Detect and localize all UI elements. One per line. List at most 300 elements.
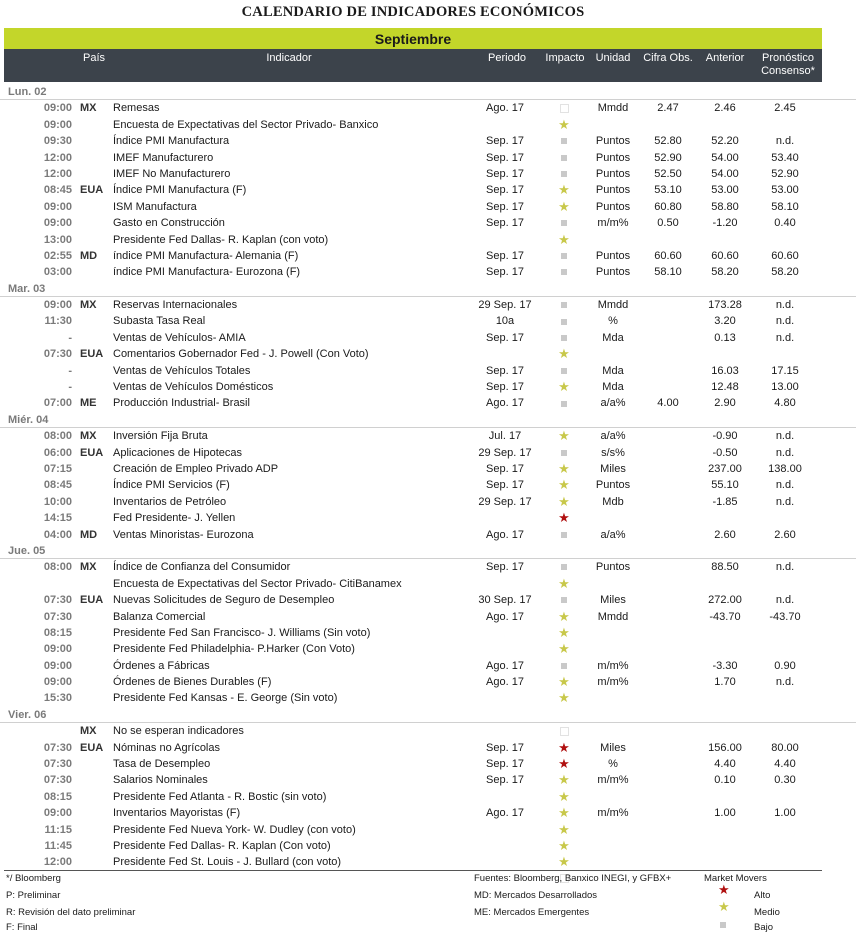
forecast-cell: 53.00 [771,184,799,197]
period-cell: 29 Sep. 17 [478,299,532,312]
previous-cell: 88.50 [711,561,739,574]
indicator-cell: IMEF No Manufacturero [113,167,231,180]
time-cell: 06:00 [43,446,72,459]
period-cell: Sep. 17 [486,331,524,344]
obs-cell: 0.50 [657,217,679,230]
time-cell: 09:00 [43,102,72,115]
table-row [0,609,856,625]
period-cell: Sep. 17 [486,184,524,197]
unit-cell: Mmdd [597,299,629,312]
previous-cell: 54.00 [711,151,739,164]
time-cell: 09:00 [43,807,72,820]
day-row [0,412,856,428]
impact-alto-star-icon: ★ [558,510,570,526]
period-cell: 29 Sep. 17 [478,446,532,459]
country-cell: EUA [80,348,104,361]
table-row [0,166,856,182]
indicator-cell: Ventas de Vehículos Domésticos [113,381,274,394]
indicator-cell: Índice PMI Manufactura (F) [113,184,247,197]
unit-cell: Puntos [595,167,631,180]
impact-bajo-square-icon [553,330,575,346]
indicator-cell: Gasto en Construcción [113,217,225,230]
table-row [0,297,856,313]
indicator-cell: Inversión Fija Bruta [113,430,208,443]
time-cell: - [68,364,72,377]
page-title: CALENDARIO DE INDICADORES ECONÓMICOS [241,4,585,20]
unit-cell: s/s% [601,446,625,459]
forecast-cell: n.d. [775,495,795,508]
forecast-cell: 13.00 [771,381,799,394]
forecast-cell: 53.40 [771,151,799,164]
time-cell: 08:45 [43,184,72,197]
country-cell: ME [80,397,97,410]
unit-cell: Miles [600,462,626,475]
country-cell: MD [80,249,98,262]
obs-cell: 4.00 [657,397,679,410]
unit-cell: m/m% [597,659,629,672]
forecast-cell: 17.15 [771,364,799,377]
period-cell: Ago. 17 [486,528,524,541]
forecast-cell: n.d. [775,561,795,574]
table-row [0,641,856,657]
legend-alto-label: Alto [754,890,771,901]
forecast-cell: 80.00 [771,741,799,754]
previous-cell: 173.28 [708,299,742,312]
forecast-cell: n.d. [775,331,795,344]
indicator-cell: Comentarios Gobernador Fed - J. Powell (Con Voto) [113,348,369,361]
time-cell: 12:00 [43,856,72,869]
time-cell: 09:00 [43,643,72,656]
indicator-cell: Índice PMI Servicios (F) [113,479,230,492]
previous-cell: 2.60 [714,528,736,541]
day-label: Miér. 04 [8,413,49,426]
previous-cell: 0.10 [714,774,736,787]
unit-cell: m/m% [597,676,629,689]
time-cell: 11:30 [44,315,72,328]
forecast-cell: n.d. [775,430,795,443]
previous-cell: 237.00 [708,462,742,475]
time-cell: 07:30 [43,741,72,754]
unit-cell: Puntos [595,200,631,213]
header-pronostico [756,52,820,78]
obs-cell: 52.90 [654,151,682,164]
obs-cell: 60.60 [654,249,682,262]
period-cell: Sep. 17 [486,249,524,262]
indicator-cell: Ventas de Vehículos Totales [113,364,251,377]
table-row [0,313,856,329]
time-cell: 07:15 [43,462,72,475]
unit-cell: Puntos [595,184,631,197]
obs-cell: 52.80 [654,135,682,148]
obs-cell: 52.50 [654,167,682,180]
table-row [0,756,856,772]
period-cell: 29 Sep. 17 [478,495,532,508]
indicator-cell: Nóminas no Agrícolas [113,741,220,754]
unit-cell: Puntos [595,151,631,164]
table-row [0,461,856,477]
previous-cell: 58.20 [711,266,739,279]
time-cell: 14:15 [43,512,72,525]
time-cell: 15:30 [43,692,72,705]
time-cell: 10:00 [43,495,72,508]
period-cell: Sep. 17 [486,774,524,787]
header-pronostico-line1: Pronóstico [762,52,814,64]
previous-cell: 55.10 [711,479,739,492]
table-row [0,854,856,870]
table-row [0,346,856,362]
country-cell: EUA [80,446,104,459]
unit-cell: Puntos [595,249,631,262]
impact-bajo-square-icon [553,133,575,149]
impact-medio-star-icon: ★ [558,854,570,870]
period-cell: Sep. 17 [486,266,524,279]
time-cell: 08:15 [43,626,72,639]
country-cell: MX [80,299,97,312]
header-cifra-obs: Cifra Obs. [643,52,693,64]
header-anterior: Anterior [705,52,745,64]
time-cell: 13:00 [43,233,72,246]
previous-cell: 4.40 [714,758,736,771]
indicator-cell: Encuesta de Expectativas del Sector Privado- Banxico [113,118,379,131]
impact-bajo-square-icon [553,445,575,461]
time-cell: 09:00 [43,676,72,689]
impact-bajo-square-icon [553,658,575,674]
period-cell: Sep. 17 [486,217,524,230]
period-cell: Sep. 17 [486,479,524,492]
unit-cell: a/a% [600,397,626,410]
unit-cell: Puntos [595,479,631,492]
forecast-cell: 58.10 [771,200,799,213]
unit-cell: Mmdd [597,102,629,115]
impact-medio-star-icon: ★ [558,772,570,788]
table-row [0,428,856,444]
forecast-cell: 0.30 [774,774,796,787]
forecast-cell: 0.90 [774,659,796,672]
header-periodo: Periodo [488,52,526,64]
impact-medio-star-icon: ★ [558,788,570,804]
indicator-cell: Inventarios de Petróleo [113,495,227,508]
indicator-cell: No se esperan indicadores [113,725,244,738]
indicator-cell: Creación de Empleo Privado ADP [113,462,279,475]
period-cell: Sep. 17 [486,135,524,148]
impact-medio-star-icon: ★ [558,116,570,132]
day-row [0,543,856,559]
impact-bajo-square-icon [553,363,575,379]
impact-bajo-square-icon [553,313,575,329]
impact-medio-star-icon: ★ [558,493,570,509]
previous-cell: 1.70 [714,676,736,689]
impact-alto-star-icon: ★ [558,739,570,755]
time-cell: 12:00 [43,167,72,180]
impact-alto-star-icon: ★ [558,756,570,772]
impact-medio-star-icon: ★ [558,837,570,853]
indicator-cell: Nuevas Solicitudes de Seguro de Desempleo [113,594,335,607]
header-unidad: Unidad [595,52,631,64]
country-cell: EUA [80,184,104,197]
indicator-table [0,84,856,887]
indicator-cell: Presidente Fed St. Louis - J. Bullard (con voto) [113,856,342,869]
obs-cell: 53.10 [654,184,682,197]
day-row [0,84,856,100]
forecast-cell: 138.00 [768,462,802,475]
indicator-cell: Presidente Fed Atlanta - R. Bostic (sin voto) [113,790,327,803]
obs-cell: 60.80 [654,200,682,213]
footer-final: F: Final [6,922,38,933]
legend-bajo-icon [720,920,726,931]
table-row [0,592,856,608]
period-cell: Jul. 17 [488,430,522,443]
time-cell: 09:00 [43,200,72,213]
unit-cell: m/m% [597,217,629,230]
impact-medio-star-icon: ★ [558,231,570,247]
table-row [0,674,856,690]
previous-cell: -0.50 [712,446,738,459]
legend-medio-icon: ★ [718,899,730,914]
unit-cell: Puntos [595,135,631,148]
table-row [0,625,856,641]
unit-cell: Mmdd [597,610,629,623]
period-cell: Ago. 17 [486,676,524,689]
time-cell: 02:55 [43,249,72,262]
previous-cell: 2.46 [714,102,736,115]
time-cell: 09:30 [43,135,72,148]
table-row [0,658,856,674]
table-row [0,789,856,805]
impact-medio-star-icon: ★ [558,379,570,395]
indicator-cell: Aplicaciones de Hipotecas [113,446,243,459]
indicator-cell: Ventas de Vehículos- AMIA [113,331,246,344]
period-cell: Sep. 17 [486,462,524,475]
period-cell: Ago. 17 [486,610,524,623]
period-cell: Sep. 17 [486,758,524,771]
time-cell: 07:00 [43,397,72,410]
indicator-cell: índice PMI Manufactura- Alemania (F) [113,249,299,262]
previous-cell: 52.20 [711,135,739,148]
previous-cell: -43.70 [709,610,741,623]
table-row [0,215,856,231]
impact-medio-star-icon: ★ [558,624,570,640]
table-row [0,445,856,461]
impact-bajo-square-icon [553,297,575,313]
header-pais: País [82,52,105,64]
indicator-cell: Órdenes de Bienes Durables (F) [113,676,272,689]
time-cell: 12:00 [43,151,72,164]
forecast-cell: 2.60 [774,528,796,541]
table-row [0,363,856,379]
impact-medio-star-icon: ★ [558,674,570,690]
period-cell: Sep. 17 [486,364,524,377]
time-cell: 07:30 [43,758,72,771]
time-cell: 07:30 [43,610,72,623]
previous-cell: 3.20 [714,315,736,328]
period-cell: Ago. 17 [486,397,524,410]
period-cell: 30 Sep. 17 [478,594,532,607]
header-impacto: Impacto [545,52,585,64]
unit-cell: Mda [602,381,624,394]
indicator-cell: Reservas Internacionales [113,299,238,312]
indicator-cell: Tasa de Desempleo [113,758,211,771]
footer-bloomberg: */ Bloomberg [6,873,61,884]
unit-cell: Miles [600,594,626,607]
month-banner: Septiembre [4,28,822,49]
impact-bajo-square-icon [553,264,575,280]
legend-alto-icon: ★ [718,882,730,897]
previous-cell: 16.03 [711,364,739,377]
previous-cell: 156.00 [708,741,742,754]
impact-medio-star-icon: ★ [558,477,570,493]
impact-medio-star-icon: ★ [558,182,570,198]
forecast-cell: n.d. [775,315,795,328]
table-row [0,395,856,411]
unit-cell: Mdb [602,495,624,508]
previous-cell: 60.60 [711,249,739,262]
impact-empty-box-icon [553,723,575,739]
forecast-cell: 58.20 [771,266,799,279]
impact-bajo-square-icon [553,395,575,411]
previous-cell: 0.13 [714,331,736,344]
previous-cell: 58.80 [711,200,739,213]
impact-bajo-square-icon [553,248,575,264]
footer-me: ME: Mercados Emergentes [474,907,590,918]
forecast-cell: 60.60 [771,249,799,262]
previous-cell: 54.00 [711,167,739,180]
footer-preliminar: P: Preliminar [6,890,61,901]
indicator-cell: Presidente Fed Nueva York- W. Dudley (con voto) [113,823,356,836]
impact-medio-star-icon: ★ [558,608,570,624]
period-cell: Sep. 17 [486,167,524,180]
time-cell: 08:15 [43,790,72,803]
forecast-cell: n.d. [775,135,795,148]
day-label: Lun. 02 [8,86,47,98]
day-row [0,281,856,297]
table-row [0,100,856,116]
indicator-cell: Balanza Comercial [113,610,206,623]
previous-cell: 272.00 [708,594,742,607]
forecast-cell: n.d. [775,299,795,312]
indicator-cell: Presidente Fed Kansas - E. George (Sin voto) [113,692,338,705]
period-cell: Ago. 17 [486,102,524,115]
table-row [0,264,856,280]
forecast-cell: 0.40 [774,217,796,230]
indicator-cell: Salarios Nominales [113,774,208,787]
impact-bajo-square-icon [553,592,575,608]
table-row [0,838,856,854]
day-row [0,707,856,723]
time-cell: 09:00 [43,217,72,230]
time-cell: - [68,381,72,394]
footer-divider [4,870,822,871]
impact-bajo-square-icon [553,166,575,182]
table-row [0,772,856,788]
table-row [0,494,856,510]
time-cell: 07:30 [43,348,72,361]
indicator-cell: Remesas [113,102,160,115]
country-cell: EUA [80,741,104,754]
period-cell: Sep. 17 [486,561,524,574]
indicator-cell: Índice de Confianza del Consumidor [113,561,291,574]
indicator-cell: Ventas Minoristas- Eurozona [113,528,254,541]
impact-medio-star-icon: ★ [558,805,570,821]
impact-medio-star-icon: ★ [558,346,570,362]
indicator-cell: Presidente Fed San Francisco- J. Williams (Sin voto) [113,626,371,639]
impact-empty-box-icon [553,100,575,116]
period-cell: Ago. 17 [486,807,524,820]
day-label: Mar. 03 [8,282,46,295]
country-cell: MX [80,430,97,443]
period-cell: Ago. 17 [486,659,524,672]
forecast-cell: 2.45 [774,102,796,115]
previous-cell: 53.00 [711,184,739,197]
indicator-cell: Fed Presidente- J. Yellen [113,512,236,525]
obs-cell: 2.47 [657,102,679,115]
country-cell: MX [80,102,97,115]
country-cell: EUA [80,594,104,607]
country-cell: MD [80,528,98,541]
previous-cell: -0.90 [712,430,738,443]
table-row [0,559,856,575]
time-cell: 07:30 [43,594,72,607]
table-header [4,49,822,82]
indicator-cell: IMEF Manufacturero [113,151,214,164]
indicator-cell: Órdenes a Fábricas [113,659,210,672]
table-row [0,510,856,526]
time-cell: 09:00 [43,659,72,672]
country-cell: MX [80,725,97,738]
time-cell: 08:00 [43,430,72,443]
unit-cell: % [608,315,618,328]
previous-cell: 1.00 [714,807,736,820]
table-row [0,182,856,198]
table-row [0,690,856,706]
forecast-cell: -43.70 [769,610,801,623]
time-cell: 09:00 [43,118,72,131]
indicator-cell: índice PMI Manufactura- Eurozona (F) [113,266,301,279]
forecast-cell: n.d. [775,676,795,689]
table-row [0,723,856,739]
table-row [0,527,856,543]
time-cell: 11:45 [44,839,72,852]
forecast-cell: 4.40 [774,758,796,771]
legend-medio-label: Medio [754,907,780,918]
impact-bajo-square-icon [553,215,575,231]
table-row [0,150,856,166]
unit-cell: Miles [600,741,626,754]
time-cell: 08:45 [43,479,72,492]
legend-title: Market Movers [704,873,767,884]
impact-medio-star-icon: ★ [558,821,570,837]
indicator-cell: ISM Manufactura [113,200,197,213]
time-cell: - [68,331,72,344]
unit-cell: Puntos [595,561,631,574]
header-indicador: Indicador [266,52,312,64]
impact-bajo-square-icon [553,150,575,166]
table-row [0,133,856,149]
table-row [0,379,856,395]
previous-cell: -1.85 [712,495,738,508]
table-row [0,477,856,493]
country-cell: MX [80,561,97,574]
table-row [0,232,856,248]
indicator-cell: Inventarios Mayoristas (F) [113,807,241,820]
impact-medio-star-icon: ★ [558,460,570,476]
table-row [0,740,856,756]
time-cell: 08:00 [43,561,72,574]
forecast-cell: n.d. [775,479,795,492]
time-cell: 09:00 [43,299,72,312]
period-cell: Sep. 17 [486,200,524,213]
indicator-cell: Presidente Fed Philadelphia- P.Harker (Con Voto) [113,643,355,656]
indicator-cell: Presidente Fed Dallas- R. Kaplan (con voto) [113,233,329,246]
